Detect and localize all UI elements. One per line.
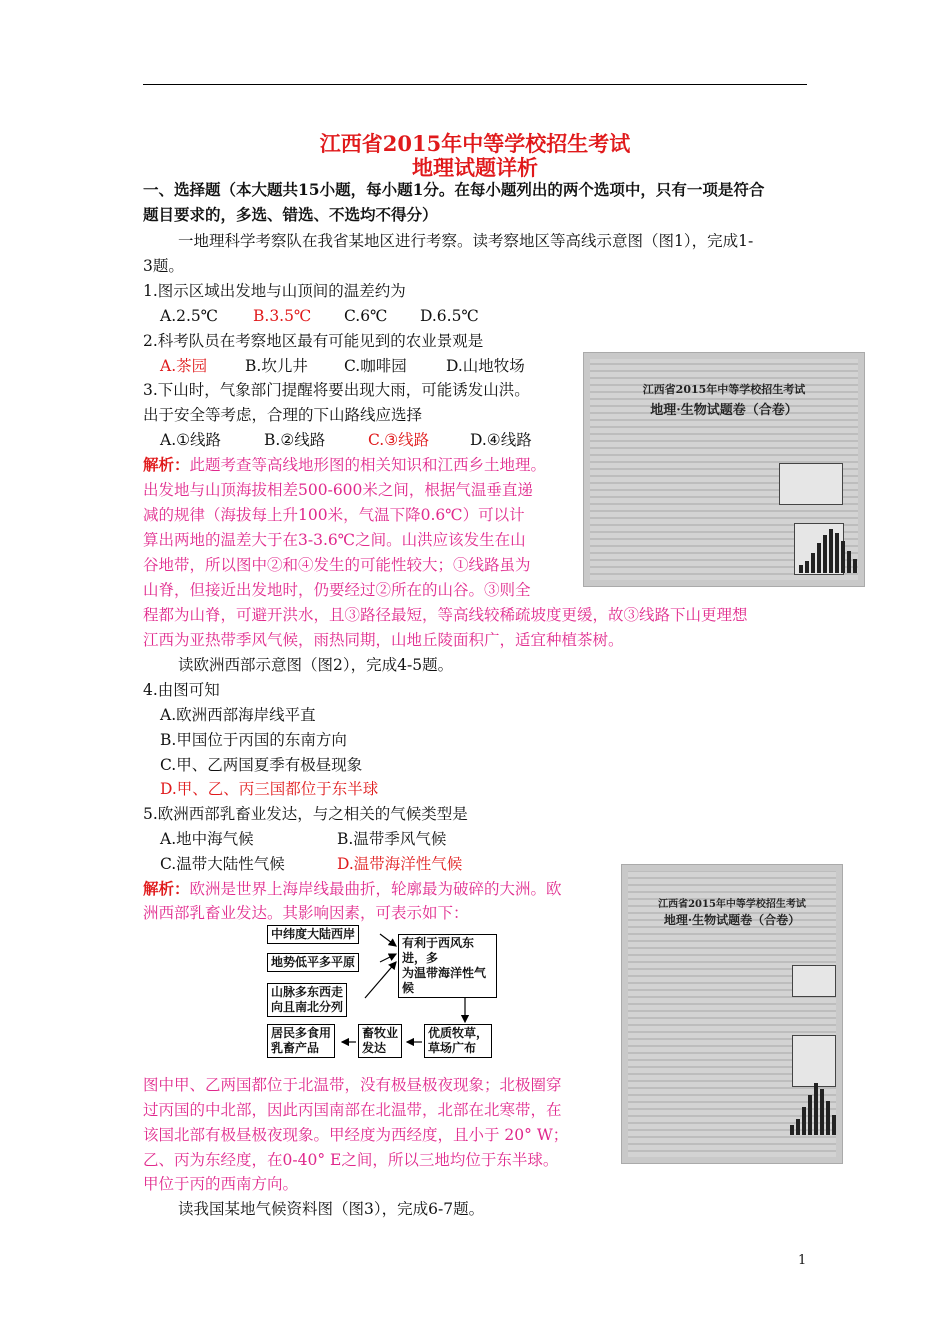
q3-option-d: D.④线路 [470, 431, 532, 449]
intro-1-cont: 3题。 [143, 257, 184, 275]
q1-option-d: D.6.5℃ [420, 307, 479, 325]
analysis-1-line-2: 出发地与山顶海拔相差500-600米之间，根据气温垂直递 [143, 481, 533, 499]
q2-option-b: B.坎儿井 [245, 357, 308, 375]
q5-option-c: C.温带大陆性气候 [160, 855, 285, 873]
analysis-1-line-8: 江西为亚热带季风气候，雨热同期，山地丘陵面积广，适宜种植茶树。 [143, 631, 624, 649]
q5-option-b: B.温带季风气候 [337, 830, 447, 848]
q2-option-c: C.咖啡园 [344, 357, 407, 375]
q4-option-d-answer: D.甲、乙、丙三国都位于东半球 [160, 780, 379, 798]
flow-box-pasture: 优质牧草， 草场广布 [424, 1024, 492, 1058]
q2-option-d: D.山地牧场 [446, 357, 525, 375]
q5-options-row-1 [160, 829, 446, 849]
q3-option-a: A.①线路 [160, 431, 222, 449]
analysis-2-line-5: 该国北部有极昼极夜现象。甲经度为西经度，且小于 20° W； [143, 1126, 569, 1144]
analysis-2-line-2: 洲西部乳畜业发达。其影响因素，可表示如下： [143, 904, 469, 922]
intro-3: 读我国某地气候资料图（图3），完成6-7题。 [178, 1200, 485, 1218]
analysis-2-line-4: 过丙国的中北部，因此丙国南部在北温带，北部在北寒带，在 [143, 1101, 562, 1119]
analysis-2-line-3: 图中甲、乙两国都位于北温带，没有极昼极夜现象；北极圈穿 [143, 1076, 562, 1094]
q1-option-a: A.2.5℃ [160, 307, 219, 325]
intro-1: 一地理科学考察队在我省某地区进行考察。读考察地区等高线示意图（图1），完成1- [178, 232, 754, 250]
section-heading: 一、选择题（本大题共15小题，每小题1分。在每小题列出的两个选项中，只有一项是符合 [143, 180, 765, 199]
q2-option-a-answer: A.茶园 [160, 357, 208, 375]
page-subtitle: 地理试题详析 [412, 155, 538, 180]
analysis-1-line-6: 山脊，但接近出发地时，仍要经过②所在的山谷。③则全 [143, 581, 531, 599]
q4-option-c: C.甲、乙两国夏季有极昼现象 [160, 756, 363, 774]
exam-paper-photo-1: 江西省2015年中等学校招生考试 地理·生物试题卷（合卷） [583, 352, 865, 587]
analysis-1-line-5: 谷地带，所以图中②和④发生的可能性较大；①线路虽为 [143, 556, 531, 574]
analysis-2-line-6: 乙、丙为东经度，在0-40° E之间，所以三地均位于东半球。 [143, 1151, 559, 1169]
q1-option-c: C.6℃ [344, 307, 388, 325]
flow-box-dairy-diet: 居民多食用 乳畜产品 [267, 1024, 335, 1058]
section-heading-cont: 题目要求的，多选、错选、不选均不得分） [143, 205, 438, 224]
q1-stem: 1.图示区域出发地与山顶间的温差约为 [143, 282, 406, 300]
analysis-2-line-7: 甲位于丙的西南方向。 [143, 1175, 299, 1193]
analysis-2-line-1: 解析：欧洲是世界上海岸线最曲折，轮廓最为破碎的大洲。欧 [143, 879, 562, 898]
q2-options [160, 356, 525, 376]
flow-box-husbandry: 畜牧业 发达 [358, 1024, 402, 1058]
q5-stem: 5.欧洲西部乳畜业发达，与之相关的气候类型是 [143, 805, 468, 823]
q3-option-c-answer: C.③线路 [368, 431, 430, 449]
dairy-factors-flowchart [262, 920, 497, 1090]
q3-stem: 3.下山时，气象部门提醒将要出现大雨，可能诱发山洪。 [143, 381, 530, 399]
exam-paper-photo-2: 江西省2015年中等学校招生考试 地理·生物试题卷（合卷） [621, 864, 843, 1164]
analysis-1-line-1: 解析：此题考查等高线地形图的相关知识和江西乡土地理。 [143, 455, 547, 474]
header-rule [143, 84, 807, 85]
analysis-1-line-7: 程都为山脊，可避开洪水，且③路径最短，等高线较稀疏坡度更缓，故③线路下山更理想 [143, 606, 748, 624]
analysis-1-line-3: 减的规律（海拔每上升100米，气温下降0.6℃）可以计 [143, 506, 525, 524]
q5-option-a: A.地中海气候 [160, 830, 254, 848]
q1-options [160, 306, 479, 326]
intro-2: 读欧洲西部示意图（图2），完成4-5题。 [178, 656, 454, 674]
analysis-label: 解析： [143, 455, 190, 474]
q3-options [160, 430, 532, 450]
flow-box-lowland: 地势低平多平原 [267, 953, 359, 972]
contour-map-thumb [779, 463, 843, 505]
analysis-label: 解析： [143, 879, 190, 898]
page-number: 1 [798, 1253, 807, 1268]
q4-option-a: A.欧洲西部海岸线平直 [160, 706, 316, 724]
q1-option-b-answer: B.3.5℃ [253, 307, 312, 325]
flow-box-climate: 有利于西风东进，多 为温带海洋性气候 [398, 934, 497, 998]
q3-stem-cont: 出于安全等考虑，合理的下山路线应选择 [143, 406, 423, 424]
flow-box-mountains: 山脉多东西走 向且南北分列 [267, 983, 347, 1017]
q4-option-b: B.甲国位于丙国的东南方向 [160, 731, 347, 749]
q5-options-row-2 [160, 854, 462, 874]
flow-box-west-coast: 中纬度大陆西岸 [267, 925, 359, 944]
climate-bars-thumb [790, 1065, 836, 1135]
q4-stem: 4.由图可知 [143, 681, 220, 699]
contour-map-thumb [792, 965, 836, 997]
climate-bars-thumb [799, 513, 857, 573]
analysis-1-line-4: 算出两地的温差大于在3-3.6℃之间。山洪应该发生在山 [143, 531, 526, 549]
q5-option-d-answer: D.温带海洋性气候 [337, 855, 463, 873]
page-title: 江西省2015年中等学校招生考试 [319, 131, 631, 156]
q3-option-b: B.②线路 [264, 431, 326, 449]
q2-stem: 2.科考队员在考察地区最有可能见到的农业景观是 [143, 332, 484, 350]
